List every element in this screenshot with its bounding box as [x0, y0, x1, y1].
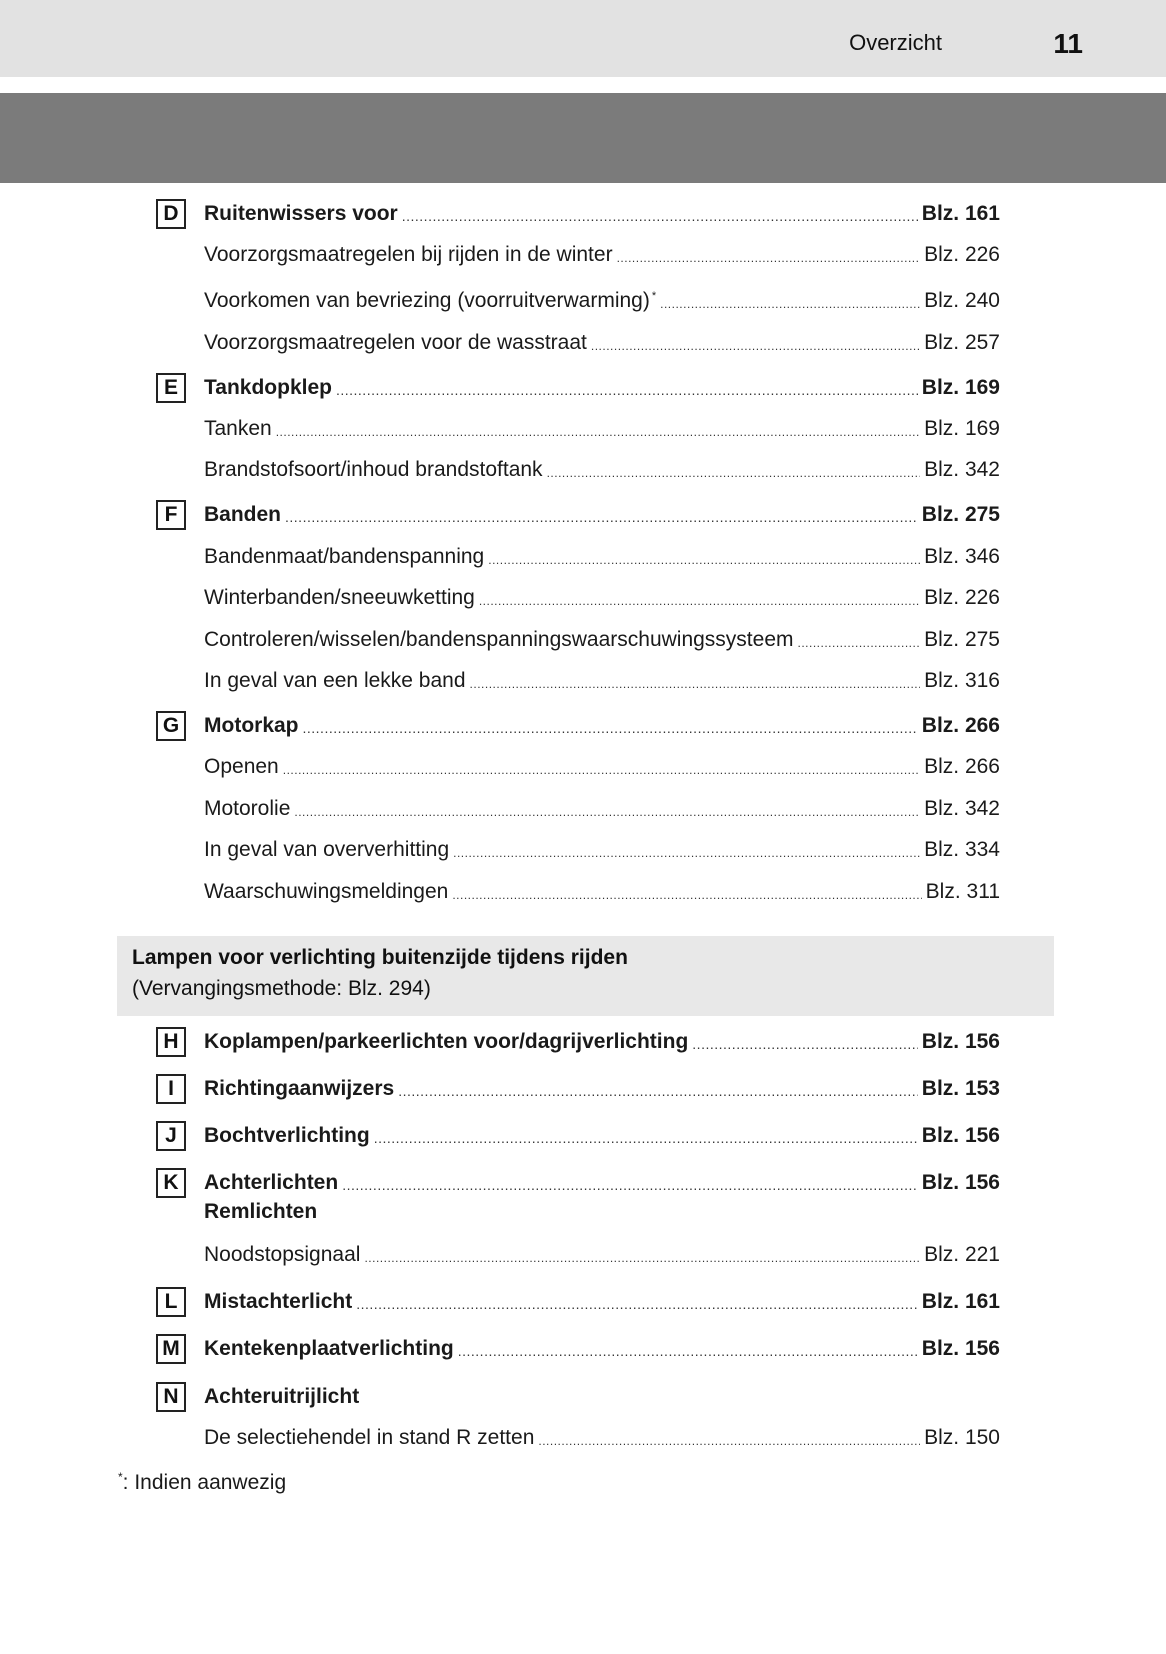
- entry-label-text: In geval van een lekke band: [204, 669, 466, 692]
- dot-leader: [398, 1072, 918, 1106]
- dot-leader: [285, 498, 918, 532]
- index-entry[interactable]: [204, 1238, 1000, 1272]
- index-entry[interactable]: [204, 792, 1000, 826]
- dot-leader: [452, 875, 921, 909]
- dot-leader: [356, 1285, 918, 1319]
- entry-label-text: Winterbanden/sneeuwketting: [204, 586, 475, 609]
- callout-letter: J: [156, 1121, 186, 1151]
- dot-leader: [458, 1332, 918, 1366]
- page-reference[interactable]: Blz. 257: [924, 331, 1000, 354]
- page-reference[interactable]: Blz. 221: [924, 1243, 1000, 1266]
- footnote-ref: *: [651, 290, 657, 302]
- entry-label-text: Brandstofsoort/inhoud brandstoftank: [204, 458, 543, 481]
- index-entry[interactable]: [204, 1166, 1000, 1200]
- page-reference[interactable]: Blz. 169: [924, 417, 1000, 440]
- entry-label-text: Kentekenplaatverlichting: [204, 1337, 454, 1360]
- index-entry[interactable]: [204, 197, 1000, 231]
- entry-label: [204, 503, 281, 527]
- dot-leader: [488, 540, 920, 574]
- entry-label-text: Mistachterlicht: [204, 1290, 353, 1313]
- page-reference[interactable]: Blz. 275: [924, 628, 1000, 651]
- callout-letter: L: [156, 1287, 186, 1317]
- page-reference[interactable]: Blz. 342: [924, 458, 1000, 481]
- footnote-text: : Indien aanwezig: [122, 1471, 287, 1494]
- entry-label-text: Koplampen/parkeerlichten voor/dagrijverlichting: [204, 1030, 689, 1053]
- entry-label-text: In geval van oververhitting: [204, 838, 450, 861]
- entry-label-text: Tanken: [204, 417, 272, 440]
- page-reference[interactable]: Blz. 226: [924, 586, 1000, 609]
- index-entry[interactable]: [204, 1119, 1000, 1153]
- entry-label: [204, 1030, 688, 1054]
- dot-leader: [660, 284, 920, 318]
- entry-label-text: Richtingaanwijzers: [204, 1077, 395, 1100]
- footnote-mark: *: [118, 1470, 123, 1484]
- entry-label: [204, 1290, 352, 1314]
- entry-label-text: Bandenmaat/bandenspanning: [204, 545, 485, 568]
- dot-leader: [453, 833, 920, 867]
- page-reference[interactable]: Blz. 266: [924, 755, 1000, 778]
- page-reference[interactable]: Blz. 161: [921, 1290, 1000, 1313]
- image-placeholder-band: [0, 93, 1166, 183]
- entry-label: [204, 628, 794, 652]
- entry-label: [204, 586, 475, 610]
- entry-label-text: Achterlichten: [204, 1171, 339, 1194]
- callout-letter: N: [156, 1382, 186, 1412]
- dot-leader: [591, 326, 920, 360]
- index-entry[interactable]: [204, 1072, 1000, 1106]
- index-entry[interactable]: [204, 540, 1000, 574]
- index-entry[interactable]: [204, 284, 1000, 318]
- entry-label-text: Motorkap: [204, 714, 299, 737]
- entry-label: [204, 1426, 534, 1450]
- header-band: [0, 0, 1166, 77]
- dot-leader: [294, 792, 920, 826]
- dot-leader: [283, 750, 920, 784]
- page-reference[interactable]: Blz. 161: [921, 202, 1000, 225]
- dot-leader: [402, 197, 918, 231]
- page-reference[interactable]: Blz. 156: [921, 1030, 1000, 1053]
- index-entry[interactable]: [204, 709, 1000, 743]
- index-entry[interactable]: [204, 664, 1000, 698]
- page-reference[interactable]: Blz. 275: [921, 503, 1000, 526]
- index-entry[interactable]: [204, 238, 1000, 272]
- entry-label: [204, 1385, 359, 1409]
- entry-label-text: De selectiehendel in stand R zetten: [204, 1426, 535, 1449]
- page-reference[interactable]: Blz. 311: [925, 880, 1000, 903]
- dot-leader: [336, 371, 918, 405]
- entry-label-text: Noodstopsignaal: [204, 1243, 361, 1266]
- entry-label: [204, 880, 448, 904]
- section-title: Overzicht: [849, 30, 942, 55]
- entry-label: [204, 376, 332, 400]
- callout-letter: G: [156, 711, 186, 741]
- lamps-box-subtitle: (Vervangingsmethode: Blz. 294): [132, 977, 431, 1000]
- page-reference[interactable]: Blz. 156: [921, 1171, 1000, 1194]
- lamps-box-title: Lampen voor verlichting buitenzijde tijdens rijden: [132, 946, 628, 969]
- index-entry[interactable]: [204, 623, 1000, 657]
- entry-label: [204, 289, 656, 313]
- entry-label-text: Bochtverlichting: [204, 1124, 370, 1147]
- entry-label: [204, 714, 299, 738]
- entry-secondary-label: Remlichten: [204, 1200, 318, 1223]
- entry-label: [204, 243, 613, 267]
- callout-letter: F: [156, 500, 186, 530]
- index-entry[interactable]: [204, 453, 1000, 487]
- entry-label-text: Waarschuwingsmeldingen: [204, 880, 449, 903]
- page-reference[interactable]: Blz. 342: [924, 797, 1000, 820]
- entry-label: [204, 838, 449, 862]
- entry-label: [204, 755, 279, 779]
- entry-label: [204, 1171, 338, 1195]
- index-entry[interactable]: [204, 581, 1000, 615]
- entry-label: [204, 331, 587, 355]
- entry-label: [204, 1124, 370, 1148]
- entry-label-text: Voorzorgsmaatregelen bij rijden in de winter: [204, 243, 613, 266]
- page-reference[interactable]: Blz. 316: [924, 669, 1000, 692]
- entry-label: [204, 202, 398, 226]
- dot-leader: [276, 412, 920, 446]
- footnote: [118, 1470, 286, 1495]
- page-number: 11: [1053, 28, 1083, 59]
- page-reference[interactable]: Blz. 334: [924, 838, 1000, 861]
- entry-label-text: Voorzorgsmaatregelen voor de wasstraat: [204, 331, 587, 354]
- callout-letter: E: [156, 373, 186, 403]
- dot-leader: [374, 1119, 918, 1153]
- entry-label: [204, 417, 272, 441]
- index-entry[interactable]: [204, 412, 1000, 446]
- index-entry[interactable]: [204, 875, 1000, 909]
- entry-label-text: Openen: [204, 755, 279, 778]
- entry-label: [204, 1243, 360, 1267]
- index-entry[interactable]: [204, 1421, 1000, 1455]
- entry-label-text: Voorkomen van bevriezing (voorruitverwarming): [204, 289, 650, 312]
- callout-letter: I: [156, 1074, 186, 1104]
- callout-letter: K: [156, 1168, 186, 1198]
- entry-label: [204, 797, 290, 821]
- dot-leader: [547, 453, 921, 487]
- dot-leader: [617, 238, 921, 272]
- dot-leader: [692, 1025, 917, 1059]
- page-reference[interactable]: Blz. 150: [924, 1426, 1000, 1449]
- page-reference[interactable]: Blz. 240: [924, 289, 1000, 312]
- index-entry[interactable]: [204, 750, 1000, 784]
- index-entry[interactable]: [204, 1332, 1000, 1366]
- dot-leader: [538, 1421, 920, 1455]
- index-entry[interactable]: [204, 326, 1000, 360]
- entry-label-text: Motorolie: [204, 797, 291, 820]
- page-reference[interactable]: Blz. 156: [921, 1124, 1000, 1147]
- callout-letter: M: [156, 1334, 186, 1364]
- page-reference[interactable]: Blz. 169: [921, 376, 1000, 399]
- dot-leader: [303, 709, 918, 743]
- dot-leader: [342, 1166, 918, 1200]
- page-reference[interactable]: Blz. 346: [924, 545, 1000, 568]
- index-entry[interactable]: [204, 1285, 1000, 1319]
- page-reference[interactable]: Blz. 156: [921, 1337, 1000, 1360]
- index-entry[interactable]: [204, 1025, 1000, 1059]
- entry-label: [204, 458, 543, 482]
- page-reference[interactable]: Blz. 226: [924, 243, 1000, 266]
- entry-label-text: Banden: [204, 503, 282, 526]
- dot-leader: [798, 623, 921, 657]
- entry-label-text: Controleren/wisselen/bandenspanningswaarschuwingssysteem: [204, 628, 794, 651]
- index-entry[interactable]: [204, 371, 1000, 405]
- entry-label: [204, 1337, 454, 1361]
- index-entry[interactable]: [204, 498, 1000, 532]
- entry-label-text: Ruitenwissers voor: [204, 202, 398, 225]
- dot-leader: [479, 581, 920, 615]
- page-reference[interactable]: Blz. 153: [921, 1077, 1000, 1100]
- index-entry[interactable]: [204, 833, 1000, 867]
- lamps-box: [117, 936, 1054, 1016]
- entry-label: [204, 545, 484, 569]
- entry-label: [204, 669, 466, 693]
- callout-letter: D: [156, 199, 186, 229]
- entry-label: [204, 1077, 394, 1101]
- index-entry[interactable]: [204, 1380, 1000, 1414]
- dot-leader: [470, 664, 921, 698]
- entry-label-text: Achteruitrijlicht: [204, 1385, 360, 1408]
- dot-leader: [364, 1238, 920, 1272]
- entry-label-text: Tankdopklep: [204, 376, 332, 399]
- callout-letter: H: [156, 1027, 186, 1057]
- page-reference[interactable]: Blz. 266: [921, 714, 1000, 737]
